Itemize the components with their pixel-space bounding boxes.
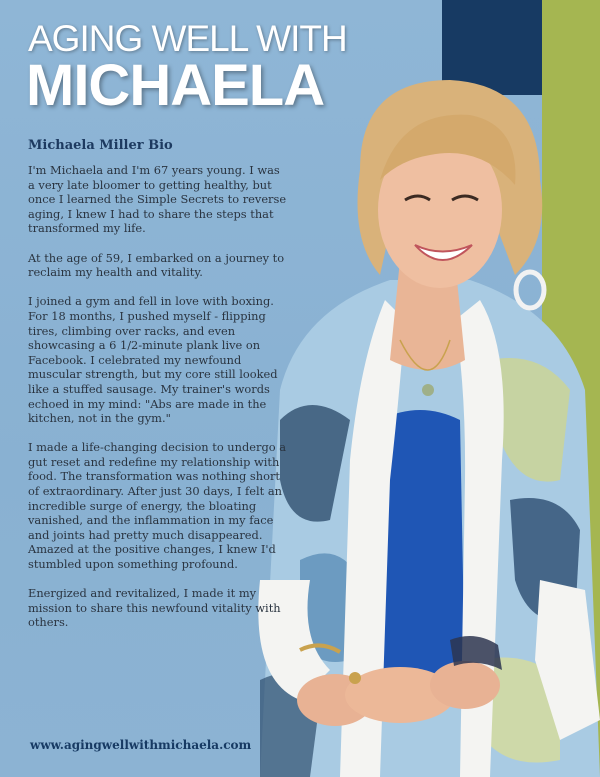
michaela-portrait-photo: [240, 60, 600, 777]
title-line-2: MICHAELA: [26, 53, 325, 118]
website-link[interactable]: www.agingwellwithmichaela.com: [30, 738, 252, 752]
bio-paragraph: At the age of 59, I embarked on a journey to reclaim my health and vitality.: [28, 250, 285, 280]
bio-heading: Michaela Miller Bio: [28, 138, 173, 153]
bio-paragraph: Energized and revitalized, I made it my mission to share this newfound vitality with others.: [28, 586, 281, 630]
bio-text: [28, 163, 290, 645]
title-line-1: AGING WELL WITH: [28, 18, 347, 59]
bio-paragraph: I joined a gym and fell in love with boxing. For 18 months, I pushed myself - flipping tires, climbing over racks, and even showcasing a 6 1/2-minute plank live on Facebook. I celebrated my newfound muscular strength, but my core still looked like a stuffed sausage. My trainer's words echoed in my mind: "Abs are made in the kitchen, not in the gym.": [28, 294, 278, 426]
bio-paragraph: I made a life-changing decision to undergo a gut reset and redefine my relationship with food. The transformation was nothing short of extraordinary. After just 30 days, I felt an incredible surge of energy, the bloating vanished, and the inflammation in my face and joints had pretty much disappeared. Amazed at the positive changes, I knew I'd stumbled upon something profound.: [28, 440, 287, 572]
bio-paragraph: I'm Michaela and I'm 67 years young. I was a very late bloomer to getting healthy, but once I learned the Simple Secrets to reverse aging, I knew I had to share the steps that transformed my life.: [28, 163, 287, 236]
